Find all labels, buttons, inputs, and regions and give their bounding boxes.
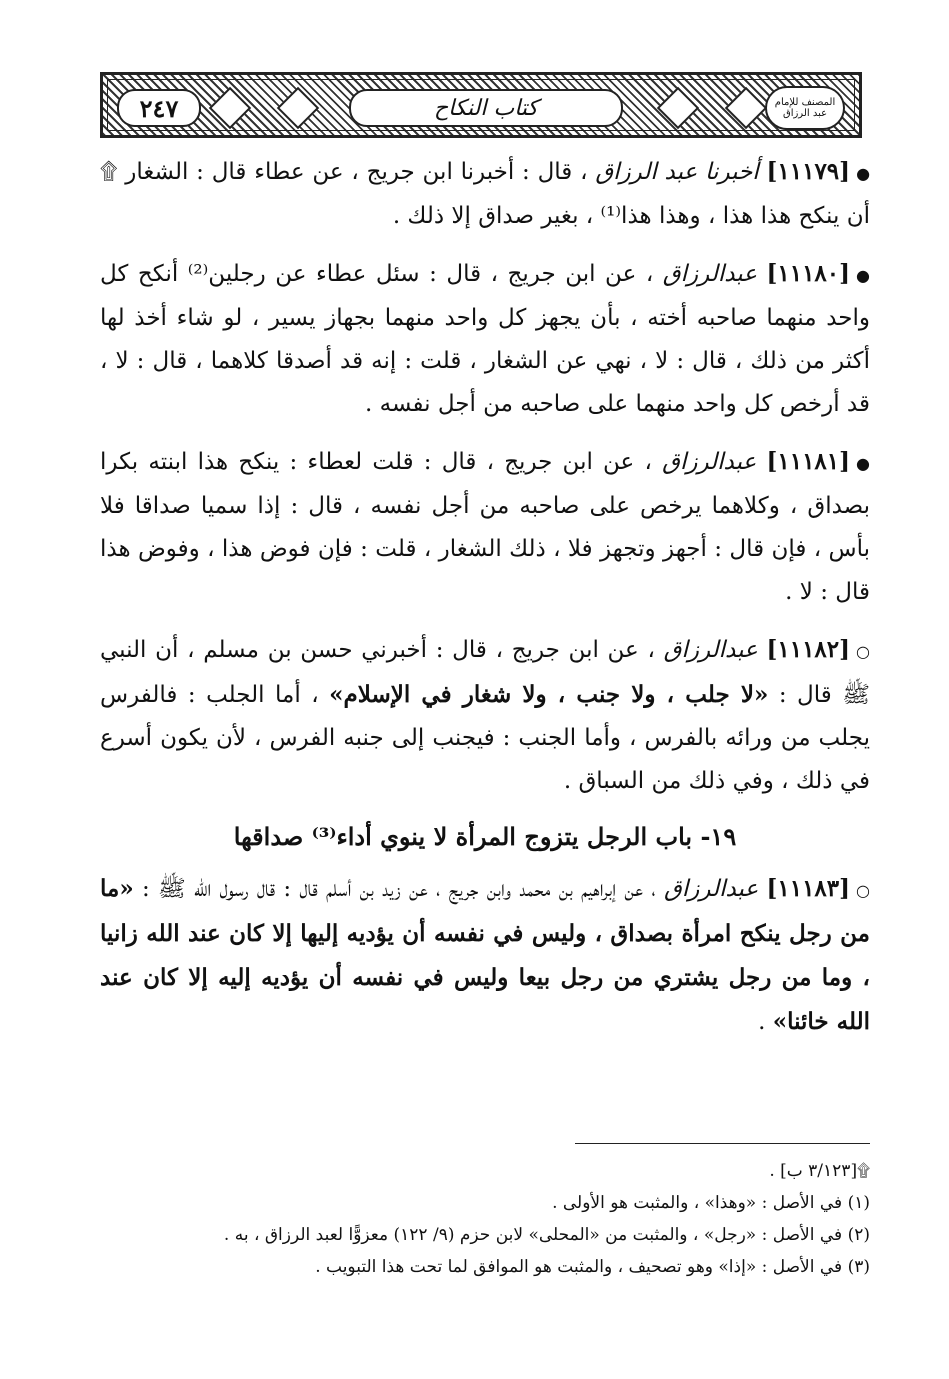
footnote-item: (٢) في الأصل : «رجل» ، والمثبت من «المحلى» لابن حزم (٩/ ١٢٢) معزوًّا لعبد الرزاق ، به . <box>223 1225 870 1245</box>
footnote-item: (٣) في الأصل : «إذا» وهو تصحيف ، والمثبت هو الموافق لما تحت هذا التبويب . <box>315 1257 870 1277</box>
hadith-paragraph <box>100 628 870 803</box>
footnote-item: (١) في الأصل : «وهذا» ، والمثبت هو الأولى . <box>552 1193 870 1213</box>
bullet-icon: ● <box>856 266 871 285</box>
narrator-source: عبدالرزاق <box>663 637 758 663</box>
book-logo: المصنف للإمام عبد الرزاق <box>765 86 845 130</box>
prophetic-quote: «ما من رجل ينكح امرأة بصداق ، وليس في نفسه أن يؤديه إليها إلا كان عند الله زانيا ، وما من رجل يشتري من رجل بيعا وليس في نفسه أن يؤديه إليه إلا كان عند الله خائنا» <box>100 875 870 1035</box>
chapter-heading: ١٩- باب الرجل يتزوج المرأة لا ينوي أداء⁽³⁾ صداقها <box>233 822 737 851</box>
hadith-text: ، عن ابن جريج ، قال : أخبرني حسن بن مسلم ، أن النبي ﷺ قال : <box>100 637 871 708</box>
hadith-text-continued: . <box>758 1009 766 1035</box>
hadith-text: ، عن ابن جريج ، قال : قلت لعطاء : ينكح هذا ابنته بكرا بصداق ، وكلاهما يرخص على صاحبه من أجل نفسه ، قال : إذا سميا صداقا فلا بأس ، فإن قال : أجهز وتجهز فلا ، ذلك الشغار ، قلت : فإن فوض هذا ، وفوض هذا قال : لا . <box>100 449 870 605</box>
prophetic-quote: «لا جلب ، ولا جنب ، ولا شغار في الإسلام» <box>329 681 769 708</box>
hadith-number: [١١١٨٠] <box>766 260 851 287</box>
ornament-icon <box>277 87 319 129</box>
hadith-paragraph <box>100 440 870 614</box>
hadith-number: [١١١٧٩] <box>766 158 851 185</box>
main-text <box>100 150 870 1058</box>
narrator-source: عبدالرزاق <box>662 261 757 287</box>
footnote-item: ۩[٣/١٢٣ ب] . <box>769 1161 870 1181</box>
bullet-icon: ● <box>856 164 871 183</box>
hadith-paragraph <box>100 252 870 426</box>
bullet-icon: ○ <box>856 881 871 900</box>
footnotes <box>100 1155 870 1283</box>
hadith-paragraph <box>100 867 870 1044</box>
hadith-text: ، عن إبراهيم بن محمد وابن جريج ، عن زيد بن أسلم قال : قال رسول الله ﷺ : <box>141 876 656 902</box>
narrator-source: عبدالرزاق <box>664 876 759 902</box>
hadith-paragraph <box>100 150 870 238</box>
hadith-number: [١١١٨١] <box>766 448 851 475</box>
ornament-icon <box>657 87 699 129</box>
footnote-divider <box>575 1143 870 1144</box>
hadith-text-continued: ، أما الجلب : فالفرس يجلب من ورائه بالفرس ، وأما الجنب : فيجنب إلى جنبه الفرس ، لأن يكون أسرع في ذلك ، وفي ذلك من السباق . <box>100 682 870 794</box>
hadith-text: ، عن ابن جريج ، قال : سئل عطاء عن رجلين⁽²⁾ أنكح كل واحد منهما صاحبه أخته ، بأن يجهز كل واحد منهما بجهاز يسير ، لو شاء أخذ لها أكثر من ذلك ، قال : لا ، نهي عن الشغار ، قلت : إنه قد أصدقا كلاهما ، قال : لا ، قد أرخص كل واحد منهما على صاحبه من أجل نفسه . <box>100 261 870 417</box>
page-number: ٢٤٧ <box>117 89 201 127</box>
bullet-icon: ● <box>856 454 871 473</box>
hadith-text: ، قال : أخبرنا ابن جريج ، عن عطاء قال : الشغار ۩ أن ينكح هذا هذا ، وهذا هذا⁽¹⁾ ، بغير صداق إلا ذلك . <box>100 159 870 229</box>
hadith-number: [١١١٨٢] <box>766 636 851 663</box>
book-title: كتاب النكاح <box>349 89 623 127</box>
narrator-source: أخبرنا عبد الرزاق <box>595 159 759 185</box>
narrator-source: عبدالرزاق <box>662 449 757 475</box>
hadith-number: [١١١٨٣] <box>766 875 851 902</box>
page-header <box>100 72 862 138</box>
ornament-icon <box>725 87 767 129</box>
bullet-icon: ○ <box>856 642 871 661</box>
ornament-icon <box>209 87 251 129</box>
